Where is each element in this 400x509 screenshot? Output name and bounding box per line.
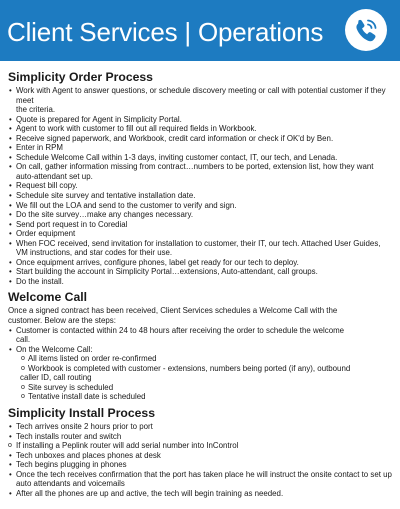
list-item: • Receive signed paperwork, and Workbook, credit card information or check if OK'd by Ben. [8,134,394,144]
order-process-heading: Simplicity Order Process [8,70,153,84]
list-item: o If installing a Peplink router will add serial number into InControl [8,441,394,451]
sub-list-item: o Site survey is scheduled [8,383,394,393]
list-item: • On the Welcome Call: [8,345,394,355]
list-item: • Tech unboxes and places phones at desk [8,451,394,461]
sub-list-item: o Tentative install date is scheduled [8,392,394,402]
page-header [0,0,400,61]
welcome-call-list [8,326,394,355]
list-item: • Tech installs router and switch [8,432,394,442]
list-item: • Work with Agent to answer questions, or schedule discovery meeting or call with potential customer if they meet the criteria. [8,86,394,115]
order-process-section [8,70,394,286]
list-item: • Quote is prepared for Agent in Simplicity Portal. [8,115,394,125]
welcome-call-intro: Once a signed contract has been received, Client Services schedules a Welcome Call with the customer. Below are the steps: [8,306,338,326]
sub-list-item: o Workbook is completed with customer - extensions, numbers being ported (if any), outbound [8,364,394,374]
list-item: • Agent to work with customer to fill out all required fields in Workbook. [8,124,394,134]
list-item: • Schedule site survey and tentative installation date. [8,191,394,201]
list-item: • Do the install. [8,277,394,287]
list-item: • Once equipment arrives, configure phones, label get ready for our tech to deploy. [8,258,394,268]
install-process-heading: Simplicity Install Process [8,405,155,420]
order-process-list [8,86,394,286]
list-item: • Once the tech receives confirmation that the port has taken place he will instruct the onsite contact to set up auto attendants and voicemails [8,470,394,489]
welcome-call-section [8,290,394,401]
list-item: • After all the phones are up and active, the tech will begin training as needed. [8,489,394,499]
sub-list-item: o All items listed on order re-confirmed [8,354,394,364]
list-item: • Start building the account in Simplicity Portal…extensions, Auto-attendant, call groups. [8,267,394,277]
list-item: • We fill out the LOA and send to the customer to verify and sign. [8,201,394,211]
list-item: • Order equipment [8,229,394,239]
document-body [8,70,394,502]
page-title: Client Services | Operations [7,17,324,47]
install-process-section [8,406,394,498]
welcome-call-heading: Welcome Call [8,290,88,305]
list-item: • On call, gather information missing from contract…numbers to be ported, extension list, how they want auto-attendant set up. [8,162,394,181]
list-item: • Do the site survey…make any changes necessary. [8,210,394,220]
list-item: • Schedule Welcome Call within 1-3 days, inviting customer contact, IT, our tech, and Lenada. [8,153,394,163]
list-item: • Tech arrives onsite 2 hours prior to port [8,422,394,432]
install-process-list [8,422,394,498]
list-item: • When FOC received, send invitation for installation to customer, their IT, our tech. Attached User Guides, VM instructions, and star codes for their use. [8,239,394,258]
list-item: • Send port request in to Coredial [8,220,394,230]
list-item: • Tech begins plugging in phones [8,460,394,470]
phone-logo [345,9,387,51]
phone-icon [345,9,387,51]
list-item: • Enter in RPM [8,143,394,153]
list-item: • Customer is contacted within 24 to 48 hours after receiving the order to schedule the welcome call. [8,326,394,345]
sub-list-item-continuation: caller ID, call routing [20,373,92,383]
list-item: • Request bill copy. [8,181,394,191]
